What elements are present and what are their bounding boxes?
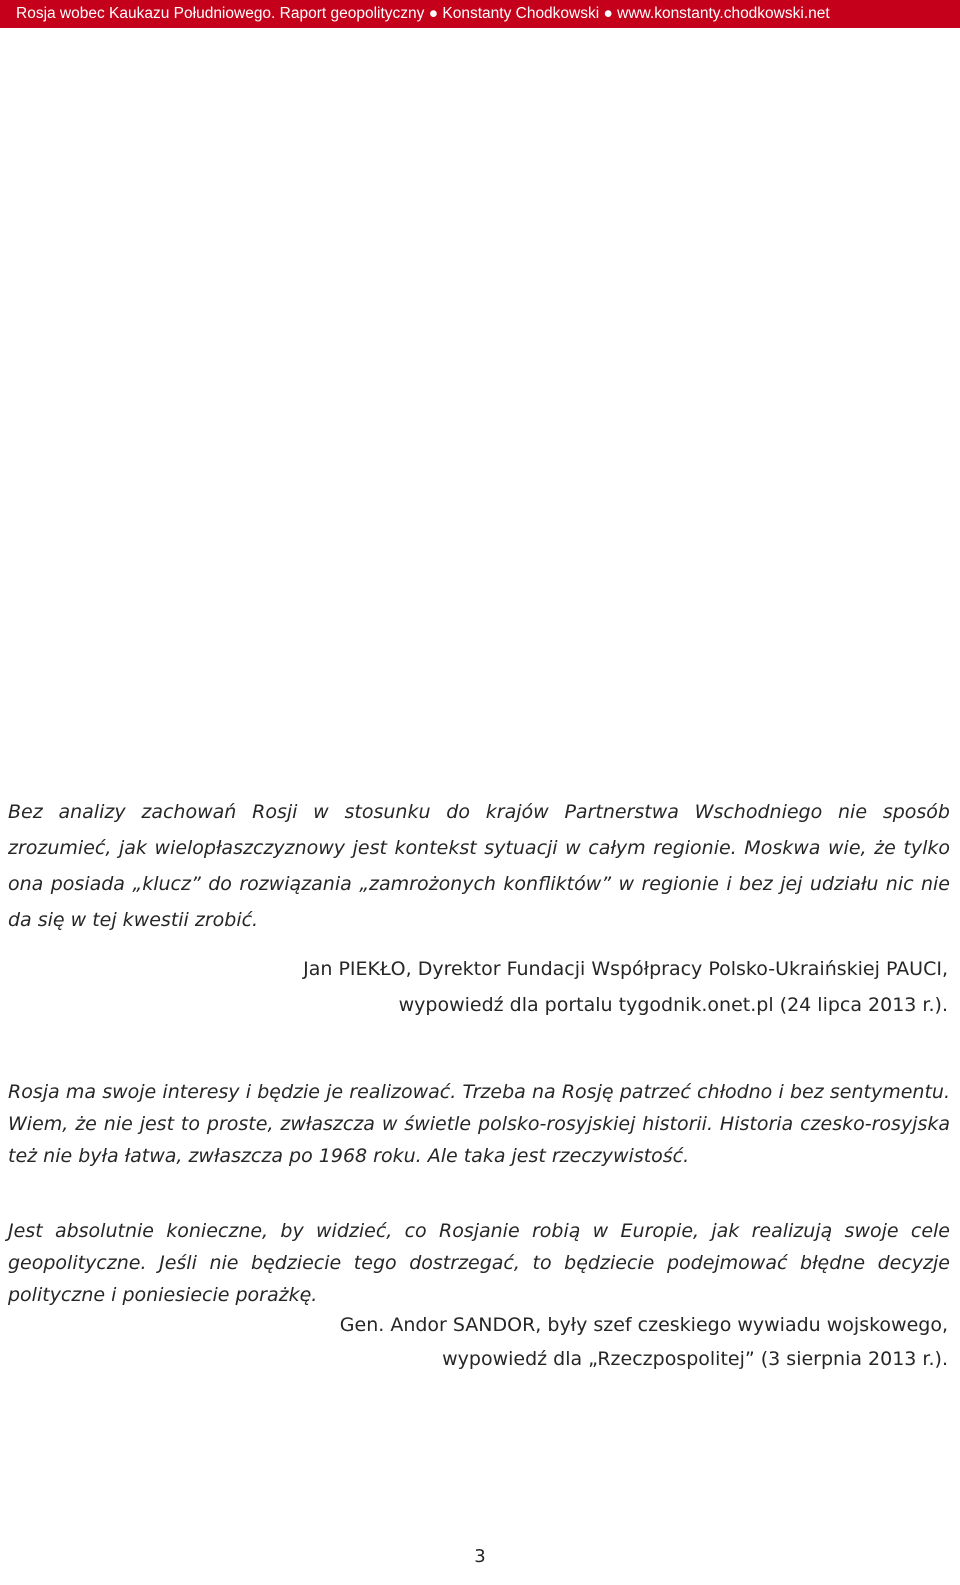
attribution-piekl	[228, 951, 948, 1023]
page-number: 3	[474, 1546, 486, 1567]
attribution-piekl-line2: wypowiedź dla portalu tygodnik.onet.pl (24 lipca 2013 r.).	[398, 994, 948, 1016]
running-header	[0, 0, 960, 28]
attribution-sandor-line2: wypowiedź dla „Rzeczpospolitej” (3 sierpnia 2013 r.).	[442, 1348, 948, 1370]
attribution-sandor	[228, 1308, 948, 1376]
running-header-text: Rosja wobec Kaukazu Południowego. Raport geopolityczny ● Konstanty Chodkowski ● www.konstanty.chodkowski.net	[16, 5, 830, 22]
quote-sandor-part2: Jest absolutnie konieczne, by widzieć, co Rosjanie robią w Europie, jak realizują swoje cele geopolityczne. Jeśli nie będziecie tego dostrzegać, to będziecie podejmować błędne decyzje polityczne i poniesiecie porażkę.	[8, 1220, 950, 1306]
attribution-sandor-line1: Gen. Andor SANDOR, były szef czeskiego wywiadu wojskowego,	[339, 1314, 948, 1336]
quote-sandor-part1: Rosja ma swoje interesy i będzie je realizować. Trzeba na Rosję patrzeć chłodno i bez sentymentu. Wiem, że nie jest to proste, zwłaszcza w świetle polsko-rosyjskiej historii. Historia czesko-rosyjska też nie była łatwa, zwłaszcza po 1968 roku. Ale taka jest rzeczywistość.	[8, 1081, 950, 1167]
quote-piekl: Bez analizy zachowań Rosji w stosunku do krajów Partnerstwa Wschodniego nie sposób zrozumieć, jak wielopłaszczyznowy jest kontekst sytuacji w całym regionie. Moskwa wie, że tylko ona posiada „klucz” do rozwiązania „zamrożonych konfliktów” w regionie i bez jej udziału nic nie da się w tej kwestii zrobić.	[8, 801, 950, 931]
attribution-piekl-line1: Jan PIEKŁO, Dyrektor Fundacji Współpracy Polsko-Ukraińskiej PAUCI,	[303, 958, 948, 980]
